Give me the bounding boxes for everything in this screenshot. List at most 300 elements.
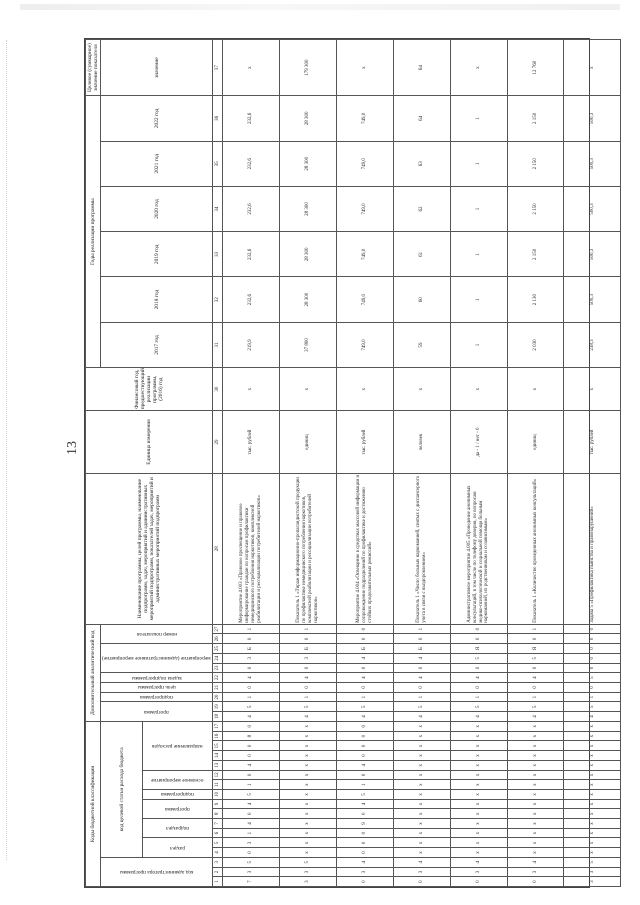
- column-number-cell: 26: [213, 634, 223, 644]
- code-cell: x: [450, 760, 507, 770]
- header-subprogram: подпрограмма: [143, 789, 213, 799]
- header-subsection: подраздел: [143, 819, 213, 838]
- column-number-cell: 5: [213, 838, 223, 848]
- code-cell: 0: [223, 634, 280, 644]
- row-y2018-cell: 232,6: [223, 277, 280, 322]
- code-cell: x: [279, 760, 336, 770]
- code-cell: 0: [564, 653, 621, 663]
- row-y2019-cell: 2 150: [507, 232, 564, 277]
- row-y2020-cell: 2 150: [507, 186, 564, 231]
- column-number-cell: 11: [213, 780, 223, 790]
- header-2020: 2020 год: [101, 186, 213, 231]
- code-cell: 1: [336, 692, 393, 702]
- code-cell: 0: [336, 624, 393, 634]
- code-cell: 0: [507, 663, 564, 673]
- column-number-cell: 25: [213, 644, 223, 654]
- row-y2019-cell: 61: [393, 232, 450, 277]
- code-cell: 1: [223, 828, 280, 838]
- code-cell: x: [393, 721, 450, 731]
- code-cell: x: [393, 751, 450, 761]
- code-cell: 3: [279, 653, 336, 663]
- code-cell: x: [279, 809, 336, 819]
- code-cell: 4: [336, 799, 393, 809]
- code-cell: Б: [336, 644, 393, 654]
- row-y2021-cell: 28 300: [279, 141, 336, 186]
- row-value-cell: 64: [393, 40, 450, 96]
- row-y2022-cell: 232,6: [223, 96, 280, 141]
- code-cell: 7: [223, 877, 280, 887]
- code-cell: x: [450, 809, 507, 819]
- code-cell: x: [450, 848, 507, 858]
- header-budget-codes: Коды бюджетной классификации: [86, 721, 101, 886]
- row-y2017-cell: 2 030: [507, 322, 564, 367]
- code-cell: 4: [223, 799, 280, 809]
- code-cell: 4: [336, 653, 393, 663]
- code-cell: x: [279, 780, 336, 790]
- code-cell: x: [507, 751, 564, 761]
- code-cell: 0: [393, 663, 450, 673]
- column-number-cell: 10: [213, 789, 223, 799]
- code-cell: 0: [223, 721, 280, 731]
- row-y2022-cell: 28 300: [279, 96, 336, 141]
- code-cell: 0: [223, 663, 280, 673]
- header-extra-indicator: номер показателя: [101, 624, 213, 643]
- code-cell: x: [279, 838, 336, 848]
- code-cell: x: [507, 721, 564, 731]
- header-2022: 2022 год: [101, 96, 213, 141]
- header-years: Годы реализации программы: [86, 96, 101, 368]
- row-y2021-cell: 2 150: [507, 141, 564, 186]
- code-cell: 4: [223, 712, 280, 722]
- code-cell: x: [279, 828, 336, 838]
- header-extra-task: задача подпрограммы: [101, 673, 213, 683]
- column-number-cell: 32: [213, 277, 223, 322]
- code-cell: 5: [279, 857, 336, 867]
- row-y2018-cell: 1: [450, 277, 507, 322]
- code-cell: x: [450, 770, 507, 780]
- code-cell: 0: [393, 634, 450, 644]
- header-main-event: основное мероприятие: [143, 770, 213, 789]
- code-cell: 4: [393, 673, 450, 683]
- code-cell: x: [507, 770, 564, 780]
- column-number-cell: 18: [213, 712, 223, 722]
- row-name-cell: Показатель 1 «Число больных наркоманией, снятых с диспансерного учета в связи с выздоровлением»: [393, 473, 450, 624]
- code-cell: x: [450, 780, 507, 790]
- row-y2020-cell: 749,0: [336, 186, 393, 231]
- header-row-groups: [86, 40, 101, 887]
- row-y2019-cell: 749,0: [336, 232, 393, 277]
- code-cell: 4: [279, 712, 336, 722]
- code-cell: 0: [450, 683, 507, 693]
- row-y2018-cell: 500,3: [564, 277, 621, 322]
- row-name-cell: Показатель 1 «Тираж информационно-пропагандистской продукции по профилактике немедицинского потребления наркотиков, комплексной реабилитации и ресоциализации потребителей наркотиков»: [279, 473, 336, 624]
- row-unit-cell: единиц: [279, 411, 336, 474]
- code-cell: x: [393, 731, 450, 741]
- code-cell: x: [393, 848, 450, 858]
- code-cell: x: [450, 751, 507, 761]
- code-cell: Б: [279, 644, 336, 654]
- code-cell: x: [279, 741, 336, 751]
- table-row: [279, 40, 336, 887]
- code-cell: 1: [507, 692, 564, 702]
- row-name-cell: Мероприятие 4.004 «Освещение в средствах массовой информации и сопровождение подразделений по профилактике и достижению стойких продолжительных ремиссий»: [336, 473, 393, 624]
- code-cell: x: [564, 721, 621, 731]
- code-cell: x: [393, 789, 450, 799]
- code-cell: 0: [336, 877, 393, 887]
- code-cell: 4: [223, 819, 280, 829]
- column-number-cell: 19: [213, 702, 223, 712]
- code-cell: 4: [336, 673, 393, 683]
- row-y2022-cell: 1: [450, 96, 507, 141]
- code-cell: 0: [336, 731, 393, 741]
- column-number-cell: 24: [213, 653, 223, 663]
- row-unit-cell: человек: [393, 411, 450, 474]
- code-cell: x: [507, 789, 564, 799]
- header-value: значение: [101, 40, 213, 96]
- code-cell: 0: [336, 741, 393, 751]
- code-cell: x: [279, 819, 336, 829]
- row-y2017-cell: 238,3: [564, 322, 621, 367]
- table-row: [507, 40, 564, 887]
- code-cell: x: [564, 770, 621, 780]
- code-cell: x: [564, 760, 621, 770]
- code-cell: x: [564, 819, 621, 829]
- code-cell: x: [450, 819, 507, 829]
- code-cell: x: [450, 741, 507, 751]
- code-cell: 0: [393, 683, 450, 693]
- code-cell: 0: [564, 663, 621, 673]
- code-cell: 5: [393, 702, 450, 712]
- column-number-cell: 27: [213, 624, 223, 634]
- code-cell: x: [393, 760, 450, 770]
- column-number-cell: 17: [213, 721, 223, 731]
- code-cell: 4: [393, 653, 450, 663]
- code-cell: 5: [450, 702, 507, 712]
- header-final-value: Целевое (суммарное) значение показателя: [86, 40, 101, 96]
- code-cell: 0: [336, 751, 393, 761]
- row-y2021-cell: 232,6: [223, 141, 280, 186]
- column-number-cell: 36: [213, 96, 223, 141]
- code-cell: 0: [393, 877, 450, 887]
- code-cell: 0: [450, 634, 507, 644]
- code-cell: 0: [564, 683, 621, 693]
- column-number-cell: 35: [213, 141, 223, 186]
- code-cell: 5: [450, 653, 507, 663]
- code-cell: x: [450, 721, 507, 731]
- column-number-cell: 31: [213, 322, 223, 367]
- code-cell: x: [564, 789, 621, 799]
- code-cell: 0: [279, 634, 336, 644]
- row-base-cell: x: [336, 368, 393, 411]
- column-number-cell: 12: [213, 770, 223, 780]
- row-y2020-cell: 500,3: [564, 186, 621, 231]
- row-y2019-cell: 28 300: [279, 232, 336, 277]
- column-number-cell: 8: [213, 809, 223, 819]
- code-cell: 3: [279, 867, 336, 877]
- row-unit-cell: тыс. рублей: [223, 411, 280, 474]
- code-cell: 1: [393, 692, 450, 702]
- code-cell: x: [564, 828, 621, 838]
- header-section: раздел: [143, 838, 213, 857]
- code-cell: 4: [336, 857, 393, 867]
- row-y2020-cell: 62: [393, 186, 450, 231]
- code-cell: 0: [450, 663, 507, 673]
- code-cell: 3: [564, 867, 621, 877]
- code-cell: 5: [336, 789, 393, 799]
- column-number-cell: 1: [213, 877, 223, 887]
- code-cell: Б: [223, 644, 280, 654]
- page-number: 13: [65, 441, 80, 455]
- code-cell: 4: [393, 712, 450, 722]
- column-number-cell: 13: [213, 760, 223, 770]
- row-y2021-cell: 500,3: [564, 141, 621, 186]
- code-cell: x: [507, 848, 564, 858]
- code-cell: 0: [223, 741, 280, 751]
- code-cell: x: [507, 760, 564, 770]
- row-name-cell: Показатель 1 «Количество проведенных анонимных консультаций»: [507, 473, 564, 624]
- code-cell: 1: [223, 780, 280, 790]
- row-y2020-cell: 28 300: [279, 186, 336, 231]
- table-row: [450, 40, 507, 887]
- code-cell: 4: [223, 673, 280, 683]
- code-cell: x: [279, 731, 336, 741]
- code-cell: 0: [223, 848, 280, 858]
- header-extra-event: мероприятие (административное мероприятие): [101, 644, 213, 673]
- code-cell: 4: [450, 712, 507, 722]
- code-cell: Б: [393, 644, 450, 654]
- code-cell: x: [564, 848, 621, 858]
- column-number-cell: 3: [213, 857, 223, 867]
- code-cell: 3: [279, 877, 336, 887]
- header-extra-program: программа: [101, 702, 213, 721]
- column-number-cell: 37: [213, 40, 223, 96]
- code-cell: x: [393, 828, 450, 838]
- code-cell: 5: [223, 789, 280, 799]
- row-value-cell: 179 300: [279, 40, 336, 96]
- code-cell: 5: [564, 673, 621, 683]
- header-target-article: код целевой статьи расхода бюджета: [101, 721, 143, 857]
- column-number-cell: 4: [213, 848, 223, 858]
- code-cell: x: [564, 741, 621, 751]
- row-base-cell: x: [393, 368, 450, 411]
- code-cell: x: [564, 751, 621, 761]
- code-cell: 4: [450, 857, 507, 867]
- code-cell: Я: [450, 644, 507, 654]
- code-cell: 0: [223, 751, 280, 761]
- row-value-cell: x: [450, 40, 507, 96]
- row-unit-cell: да - 1 / нет - 0: [450, 411, 507, 474]
- program-indicators-table: [85, 39, 621, 887]
- code-cell: 3: [223, 653, 280, 663]
- column-number-cell: 6: [213, 828, 223, 838]
- code-cell: 0: [223, 683, 280, 693]
- row-value-cell: 12 760: [507, 40, 564, 96]
- code-cell: 3: [336, 867, 393, 877]
- code-cell: x: [507, 799, 564, 809]
- column-number-cell: 20: [213, 692, 223, 702]
- code-cell: 5: [507, 702, 564, 712]
- row-y2018-cell: 749,0: [336, 277, 393, 322]
- code-cell: 1: [279, 624, 336, 634]
- code-cell: 0: [507, 877, 564, 887]
- code-cell: 4: [507, 673, 564, 683]
- scan-artifact-strip: [20, 4, 620, 10]
- code-cell: 5: [336, 702, 393, 712]
- code-cell: 1: [223, 692, 280, 702]
- row-unit-cell: тыс. рублей: [336, 411, 393, 474]
- code-cell: x: [393, 838, 450, 848]
- row-y2021-cell: 1: [450, 141, 507, 186]
- code-cell: x: [507, 731, 564, 741]
- code-cell: Я: [507, 644, 564, 654]
- code-cell: 3: [450, 867, 507, 877]
- row-y2018-cell: 2 130: [507, 277, 564, 322]
- row-value-cell: x: [336, 40, 393, 96]
- row-unit-cell: тыс. рублей: [564, 411, 621, 474]
- column-number-cell: 14: [213, 751, 223, 761]
- header-direction: направление расходов: [143, 721, 213, 770]
- code-cell: x: [279, 848, 336, 858]
- row-value-cell: x: [564, 40, 621, 96]
- code-cell: x: [564, 838, 621, 848]
- column-number-cell: 28: [213, 473, 223, 624]
- code-cell: x: [564, 809, 621, 819]
- code-cell: x: [393, 809, 450, 819]
- row-y2017-cell: 749,0: [336, 322, 393, 367]
- code-cell: x: [279, 721, 336, 731]
- code-cell: 5: [223, 702, 280, 712]
- code-cell: x: [450, 789, 507, 799]
- code-cell: 0: [336, 809, 393, 819]
- code-cell: x: [279, 789, 336, 799]
- header-unit: Единица измерения: [86, 411, 213, 474]
- code-cell: x: [507, 819, 564, 829]
- code-cell: 4: [279, 673, 336, 683]
- table-row: [393, 40, 450, 887]
- code-cell: 0: [336, 663, 393, 673]
- column-number-cell: 21: [213, 683, 223, 693]
- header-program: программа: [143, 799, 213, 818]
- code-cell: 3: [223, 867, 280, 877]
- column-number-cell: 33: [213, 232, 223, 277]
- code-cell: 5: [564, 702, 621, 712]
- column-number-cell: 9: [213, 799, 223, 809]
- code-cell: 0: [507, 683, 564, 693]
- row-y2020-cell: 232,6: [223, 186, 280, 231]
- code-cell: x: [393, 770, 450, 780]
- header-extra-goal: цель программы: [101, 683, 213, 693]
- header-2018: 2018 год: [101, 277, 213, 322]
- column-number-row: [213, 40, 223, 887]
- row-y2022-cell: 500,3: [564, 96, 621, 141]
- code-cell: x: [279, 770, 336, 780]
- header-2019: 2019 год: [101, 232, 213, 277]
- column-number-cell: 34: [213, 186, 223, 231]
- table-row: [564, 40, 621, 887]
- table-body: [223, 40, 621, 887]
- row-base-cell: x: [450, 368, 507, 411]
- row-y2017-cell: 37 800: [279, 322, 336, 367]
- code-cell: x: [507, 809, 564, 819]
- row-name-cell: Мероприятие 4.003 «Правовое просвещение и правовое информирование граждан по вопросам профилактики немедицинского потребления наркотиков, комплексной реабилитации и ресоциализации потребителей наркотиков»: [223, 473, 280, 624]
- code-cell: 0: [564, 644, 621, 654]
- code-cell: 3: [564, 877, 621, 887]
- code-cell: 4: [393, 857, 450, 867]
- column-number-cell: 16: [213, 731, 223, 741]
- code-cell: 3: [393, 867, 450, 877]
- code-cell: 0: [336, 721, 393, 731]
- column-number-cell: 15: [213, 741, 223, 751]
- code-cell: 0: [564, 634, 621, 644]
- header-extra-subprogram: подпрограмма: [101, 692, 213, 702]
- code-cell: x: [279, 799, 336, 809]
- header-2017: 2017 год: [101, 322, 213, 367]
- code-cell: 0: [279, 663, 336, 673]
- code-cell: 1: [564, 692, 621, 702]
- header-extra-code: Дополнительный аналитический код: [86, 624, 101, 721]
- code-cell: 4: [507, 857, 564, 867]
- code-cell: x: [507, 741, 564, 751]
- code-cell: 1: [393, 624, 450, 634]
- code-cell: 0: [336, 838, 393, 848]
- code-cell: 5: [223, 857, 280, 867]
- code-cell: x: [450, 731, 507, 741]
- punch-margin: [6, 40, 13, 860]
- row-y2018-cell: 60: [393, 277, 450, 322]
- row-base-cell: x: [279, 368, 336, 411]
- row-y2017-cell: 219,9: [223, 322, 280, 367]
- row-y2019-cell: 1: [450, 232, 507, 277]
- code-cell: 4: [564, 712, 621, 722]
- code-cell: 9: [336, 819, 393, 829]
- code-cell: x: [393, 819, 450, 829]
- code-cell: 4: [223, 760, 280, 770]
- column-number-cell: 29: [213, 411, 223, 474]
- header-base-year: Финансовый год, предшествующий реализации программы, (2016) год: [86, 368, 213, 411]
- code-cell: 0: [336, 683, 393, 693]
- column-number-cell: 2: [213, 867, 223, 877]
- table-row: [336, 40, 393, 887]
- row-name-cell: Административное мероприятие 4.005 «Проведение анонимных консультаций, в том числе по телефону доверия, по вопросам медико-психологической и социальной помощи больным наркоманией, их родственникам и созависимым»: [450, 473, 507, 624]
- column-number-cell: 30: [213, 368, 223, 411]
- code-cell: x: [393, 741, 450, 751]
- code-cell: x: [564, 780, 621, 790]
- document-table-frame: [84, 38, 595, 888]
- row-y2021-cell: 749,0: [336, 141, 393, 186]
- code-cell: 0: [223, 770, 280, 780]
- code-cell: x: [507, 828, 564, 838]
- row-base-cell: x: [223, 368, 280, 411]
- code-cell: 5: [507, 653, 564, 663]
- row-y2019-cell: 232,6: [223, 232, 280, 277]
- code-cell: 0: [336, 770, 393, 780]
- code-cell: 4: [507, 712, 564, 722]
- code-cell: x: [507, 838, 564, 848]
- rotated-table-container: [85, 39, 595, 887]
- code-cell: 4: [450, 673, 507, 683]
- code-cell: 0: [564, 624, 621, 634]
- code-cell: 1: [507, 624, 564, 634]
- code-cell: 3: [223, 838, 280, 848]
- code-cell: x: [450, 799, 507, 809]
- table-row: [223, 40, 280, 887]
- row-y2022-cell: 2 150: [507, 96, 564, 141]
- code-cell: x: [507, 780, 564, 790]
- row-y2019-cell: 500,3: [564, 232, 621, 277]
- header-2021: 2021 год: [101, 141, 213, 186]
- code-cell: x: [393, 780, 450, 790]
- header-name: Наименование программы, целей программы, наименование подпрограмм, задач, мероприятий и административных мероприятий подпрограмм, показателей задач, мероприятий и административных мероприятий подпрограмм: [86, 473, 213, 624]
